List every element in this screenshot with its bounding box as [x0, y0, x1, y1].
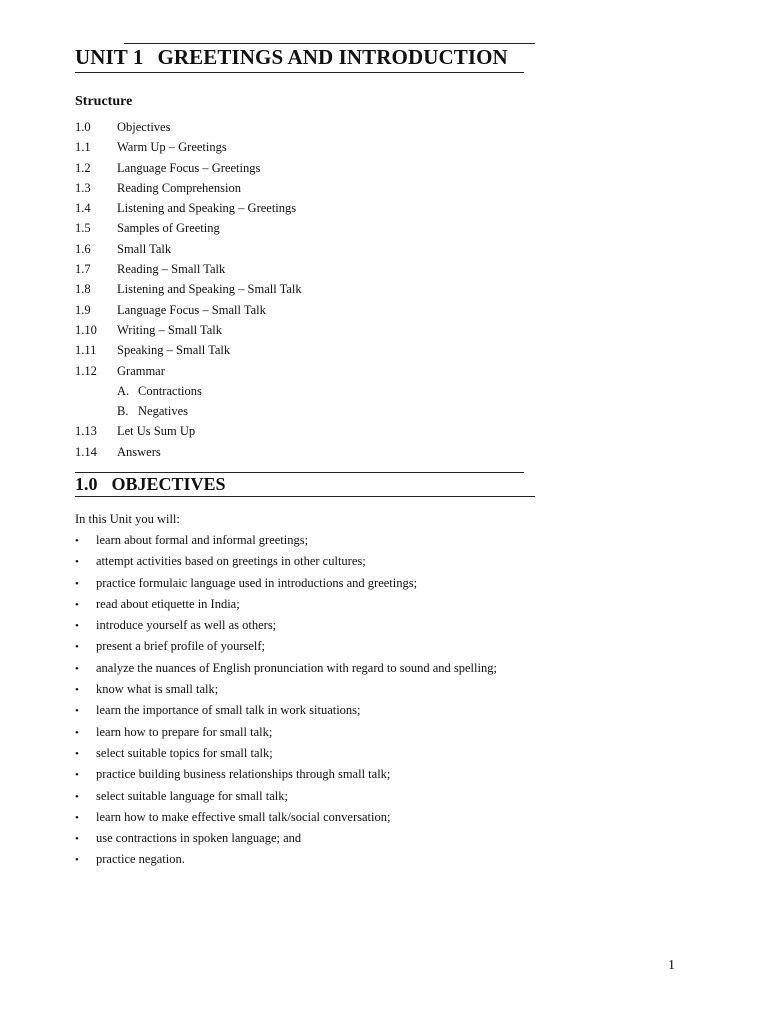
- bullet-icon: •: [75, 535, 79, 547]
- section-heading: [75, 474, 226, 495]
- bullet-icon: •: [75, 577, 79, 590]
- unit-title: [75, 45, 508, 70]
- objective-item: [75, 658, 497, 679]
- structure-item-label: Contractions: [138, 383, 202, 398]
- bullet-icon: •: [75, 833, 79, 846]
- structure-item: [75, 381, 302, 401]
- objective-text: introduce yourself as well as others;: [96, 618, 277, 633]
- structure-item-label: Reading Comprehension: [117, 180, 241, 195]
- structure-item-number: 1.1: [75, 140, 91, 155]
- bullet-icon: •: [75, 598, 79, 611]
- unit-title-text: GREETINGS AND INTRODUCTION: [157, 45, 508, 69]
- structure-item-label: Answers: [117, 444, 161, 459]
- structure-item-number: 1.13: [75, 424, 97, 439]
- structure-item-number: 1.3: [75, 180, 91, 195]
- structure-list: [75, 117, 302, 462]
- bullet-icon: •: [75, 726, 79, 739]
- structure-item-label: Small Talk: [117, 241, 172, 256]
- bullet-icon: •: [75, 747, 79, 760]
- bullet-icon: •: [75, 790, 79, 803]
- structure-item: [75, 401, 302, 421]
- structure-item: [75, 239, 302, 259]
- objective-text: know what is small talk;: [96, 682, 219, 697]
- section-top-rule: [75, 472, 524, 473]
- structure-item: [75, 279, 302, 299]
- objective-text: read about etiquette in India;: [96, 596, 240, 611]
- unit-number: UNIT 1: [75, 45, 144, 69]
- structure-item-label: Warm Up – Greetings: [117, 140, 227, 155]
- bullet-icon: •: [75, 811, 79, 824]
- bullet-icon: •: [75, 556, 79, 569]
- objective-text: select suitable language for small talk;: [96, 788, 288, 803]
- page-number: 1: [668, 958, 675, 973]
- objective-item: [75, 828, 497, 849]
- title-top-rule: [124, 43, 535, 44]
- structure-item-number: 1.9: [75, 302, 91, 317]
- structure-item: [75, 421, 302, 441]
- objective-text: learn the importance of small talk in work situations;: [96, 703, 361, 718]
- structure-item: [75, 117, 302, 137]
- objective-item: [75, 786, 497, 807]
- bullet-icon: •: [75, 854, 79, 867]
- objective-text: analyze the nuances of English pronunciation with regard to sound and spelling;: [96, 660, 497, 675]
- bullet-icon: •: [75, 769, 79, 782]
- structure-item-number: 1.10: [75, 322, 97, 337]
- structure-item-label: Negatives: [138, 404, 188, 419]
- objective-item: [75, 679, 497, 700]
- objective-item: [75, 615, 497, 636]
- bullet-icon: •: [75, 641, 79, 654]
- structure-subitem-letter: B.: [117, 404, 129, 419]
- structure-item: [75, 300, 302, 320]
- objective-item: [75, 636, 497, 657]
- structure-item: [75, 137, 302, 157]
- bullet-icon: •: [75, 620, 79, 633]
- objectives-list: [75, 530, 497, 871]
- objective-item: [75, 551, 497, 572]
- structure-item-number: 1.11: [75, 343, 97, 358]
- structure-item-number: 1.14: [75, 444, 97, 459]
- bullet-icon: •: [75, 684, 79, 697]
- structure-item-label: Speaking – Small Talk: [117, 343, 231, 358]
- structure-subitem-letter: A.: [117, 383, 130, 398]
- objective-text: learn how to make effective small talk/social conversation;: [96, 809, 391, 824]
- structure-heading: Structure: [75, 94, 133, 109]
- section-title: OBJECTIVES: [111, 474, 226, 494]
- structure-item: [75, 198, 302, 218]
- objective-text: learn about formal and informal greetings;: [96, 533, 309, 547]
- structure-item-number: 1.7: [75, 262, 91, 277]
- objective-text: practice formulaic language used in introductions and greetings;: [96, 575, 418, 590]
- structure-item-label: Language Focus – Greetings: [117, 160, 261, 175]
- structure-item-label: Listening and Speaking – Greetings: [117, 201, 297, 216]
- structure-item-number: 1.8: [75, 282, 91, 297]
- objective-item: [75, 573, 497, 594]
- structure-item-label: Reading – Small Talk: [117, 262, 226, 277]
- title-bottom-rule: [75, 72, 524, 73]
- structure-item-label: Objectives: [117, 120, 171, 134]
- structure-item: [75, 320, 302, 340]
- objective-text: present a brief profile of yourself;: [96, 639, 266, 654]
- structure-item-label: Listening and Speaking – Small Talk: [117, 282, 302, 297]
- structure-item-number: 1.0: [75, 120, 91, 134]
- structure-item-number: 1.5: [75, 221, 91, 236]
- structure-item: [75, 178, 302, 198]
- structure-item-number: 1.12: [75, 363, 97, 378]
- structure-item-number: 1.2: [75, 160, 91, 175]
- structure-item: [75, 442, 302, 462]
- objective-item: [75, 530, 497, 551]
- objective-text: practice negation.: [96, 852, 185, 867]
- objective-item: [75, 807, 497, 828]
- objective-item: [75, 764, 497, 785]
- objective-item: [75, 594, 497, 615]
- structure-item: [75, 218, 302, 238]
- objective-item: [75, 700, 497, 721]
- structure-item-number: 1.6: [75, 241, 91, 256]
- objective-text: learn how to prepare for small talk;: [96, 724, 273, 739]
- objective-item: [75, 743, 497, 764]
- objective-text: select suitable topics for small talk;: [96, 745, 273, 760]
- section-number: 1.0: [75, 474, 98, 494]
- structure-item-label: Let Us Sum Up: [117, 424, 196, 439]
- bullet-icon: •: [75, 662, 79, 675]
- objective-text: use contractions in spoken language; and: [96, 831, 302, 846]
- objective-text: attempt activities based on greetings in other cultures;: [96, 554, 366, 569]
- bullet-icon: •: [75, 705, 79, 718]
- objectives-intro: In this Unit you will:: [75, 512, 180, 526]
- structure-item-number: 1.4: [75, 201, 91, 216]
- structure-item: [75, 340, 302, 360]
- structure-item-label: Samples of Greeting: [117, 221, 220, 236]
- structure-item-label: Writing – Small Talk: [117, 322, 222, 337]
- structure-item-label: Grammar: [117, 363, 165, 378]
- objective-item: [75, 849, 497, 870]
- structure-item-label: Language Focus – Small Talk: [117, 302, 266, 317]
- objective-text: practice building business relationships through small talk;: [96, 767, 391, 782]
- structure-item: [75, 259, 302, 279]
- structure-item: [75, 361, 302, 381]
- objective-item: [75, 722, 497, 743]
- structure-item: [75, 158, 302, 178]
- section-bottom-rule: [75, 496, 535, 497]
